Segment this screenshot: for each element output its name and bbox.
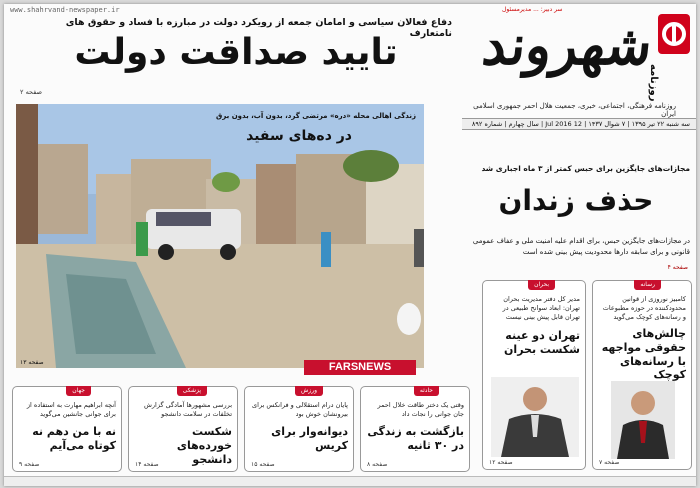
story-lead: وقتی یک دختر طاقت خلال احمر جان جوانی را نجات داد bbox=[377, 401, 464, 418]
story-box-incident bbox=[360, 386, 470, 472]
story-box-medical bbox=[128, 386, 238, 472]
street-scene-image bbox=[16, 104, 424, 368]
story-box-crisis bbox=[482, 280, 586, 470]
lead-subheading: مجازات‌های جایگزین برای حبس کمتر از ۳ ماه اجباری شد bbox=[481, 164, 690, 173]
story-box-sport bbox=[244, 386, 354, 472]
website-url: www.shahrvand-newspaper.ir bbox=[10, 6, 120, 14]
story-badge: پزشکی bbox=[177, 386, 207, 396]
photo-caption-top: زندگی اهالی محله «دره» مرتضی گرد، بدون آب، بدون برق bbox=[216, 112, 416, 120]
story-page-ref: صفحه ۹ bbox=[19, 461, 40, 468]
story-title: دیوانه‌وار برای کریس bbox=[271, 425, 348, 452]
agency-label: FARSNEWS bbox=[304, 360, 416, 375]
story-badge: رسانه bbox=[634, 280, 661, 290]
story-badge: ورزش bbox=[295, 386, 323, 396]
lead-page-ref: صفحه ۴ bbox=[667, 264, 688, 271]
story-lead: کامبیز نوروزی از قوانین محدودکننده در حوزه مطبوعات و رسانه‌های کوچک می‌گوید bbox=[602, 295, 686, 321]
logo-prefix: روزنامه bbox=[648, 64, 659, 102]
lead-title: حذف زندان bbox=[498, 184, 654, 217]
story-box-world bbox=[12, 386, 122, 472]
story-title: شکست خورده‌های دانشجو bbox=[176, 425, 232, 466]
logo-emblem-icon bbox=[656, 12, 692, 56]
masthead bbox=[462, 4, 696, 162]
newspaper-logo: شهروند bbox=[479, 13, 656, 77]
main-photo bbox=[16, 104, 424, 368]
story-title: بازگشت به زندگی در ۳۰ ثانیه bbox=[367, 425, 464, 452]
lead-body: در مجازات‌های جایگزین حبس، برای اقدام علیه امنیت ملی و عفاف عمومی قانونی و برای سابقه دارها محدودیت پیش بینی شده است bbox=[472, 237, 690, 256]
portrait-image bbox=[491, 377, 579, 457]
portrait-image bbox=[611, 381, 675, 459]
story-title: نه با من دهم نه کوتاه می‌آیم bbox=[32, 425, 116, 452]
story-title: چالش‌های حقوقی مواجهه با رسانه‌های کوچک bbox=[601, 327, 686, 382]
headline-page-ref: صفحه ۲ bbox=[20, 88, 43, 96]
newspaper-front-page bbox=[4, 4, 696, 486]
story-page-ref: صفحه ۸ bbox=[367, 461, 388, 468]
story-badge: بحران bbox=[528, 280, 555, 290]
main-headline: تایید صداقت دولت bbox=[74, 32, 398, 73]
masthead-subtitle: روزنامه فرهنگی، اجتماعی، خبری، جمعیت هلال احمر جمهوری اسلامی ایران bbox=[473, 102, 676, 118]
dateline: سه شنبه ۲۲ تیر ۱۳۹۵ | ۷ شوال ۱۴۳۷ | 12 Jul 2016 | سال چهارم | شماره ۸۹۲ bbox=[462, 118, 696, 130]
story-title: تهران دو عینه شکست بحران bbox=[504, 329, 580, 356]
story-badge: جهان bbox=[66, 386, 91, 396]
story-lead: بررسی مشهورها آمادگی گزارش تخلفات در سلامت دانشجو bbox=[143, 401, 232, 418]
footer-strip bbox=[4, 476, 696, 486]
story-page-ref: صفحه ۷ bbox=[599, 459, 620, 466]
story-badge: حادثه bbox=[414, 386, 439, 396]
story-page-ref: صفحه ۱۵ bbox=[251, 461, 275, 468]
story-page-ref: صفحه ۱۲ bbox=[489, 459, 513, 466]
story-lead: آنچه ابراهیم مهارت به استفاده از برای جوانی جانشین می‌گوید bbox=[26, 401, 116, 418]
story-page-ref: صفحه ۱۴ bbox=[135, 461, 159, 468]
story-lead: پایان درام استقلالی و فرانکس برای بیرونشان خوش بود bbox=[252, 401, 348, 418]
story-lead: مدیر کل دفتر مدیریت بحران تهران: ابعاد سوانح طبیعی در تهران قابل پیش بینی نیست bbox=[502, 295, 580, 321]
photo-title: در ده‌های سفید bbox=[246, 128, 352, 144]
masthead-note: سر دبیر: ... مدیرمسئول bbox=[502, 6, 563, 13]
story-box-media bbox=[592, 280, 692, 470]
headline-tagline: دفاع فعالان سیاسی و امامان جمعه از رویکرد دولت در مبارزه با فساد و حقوق های نامتعارف bbox=[65, 17, 452, 39]
photo-page-ref: صفحه ۱۳ bbox=[20, 359, 44, 366]
